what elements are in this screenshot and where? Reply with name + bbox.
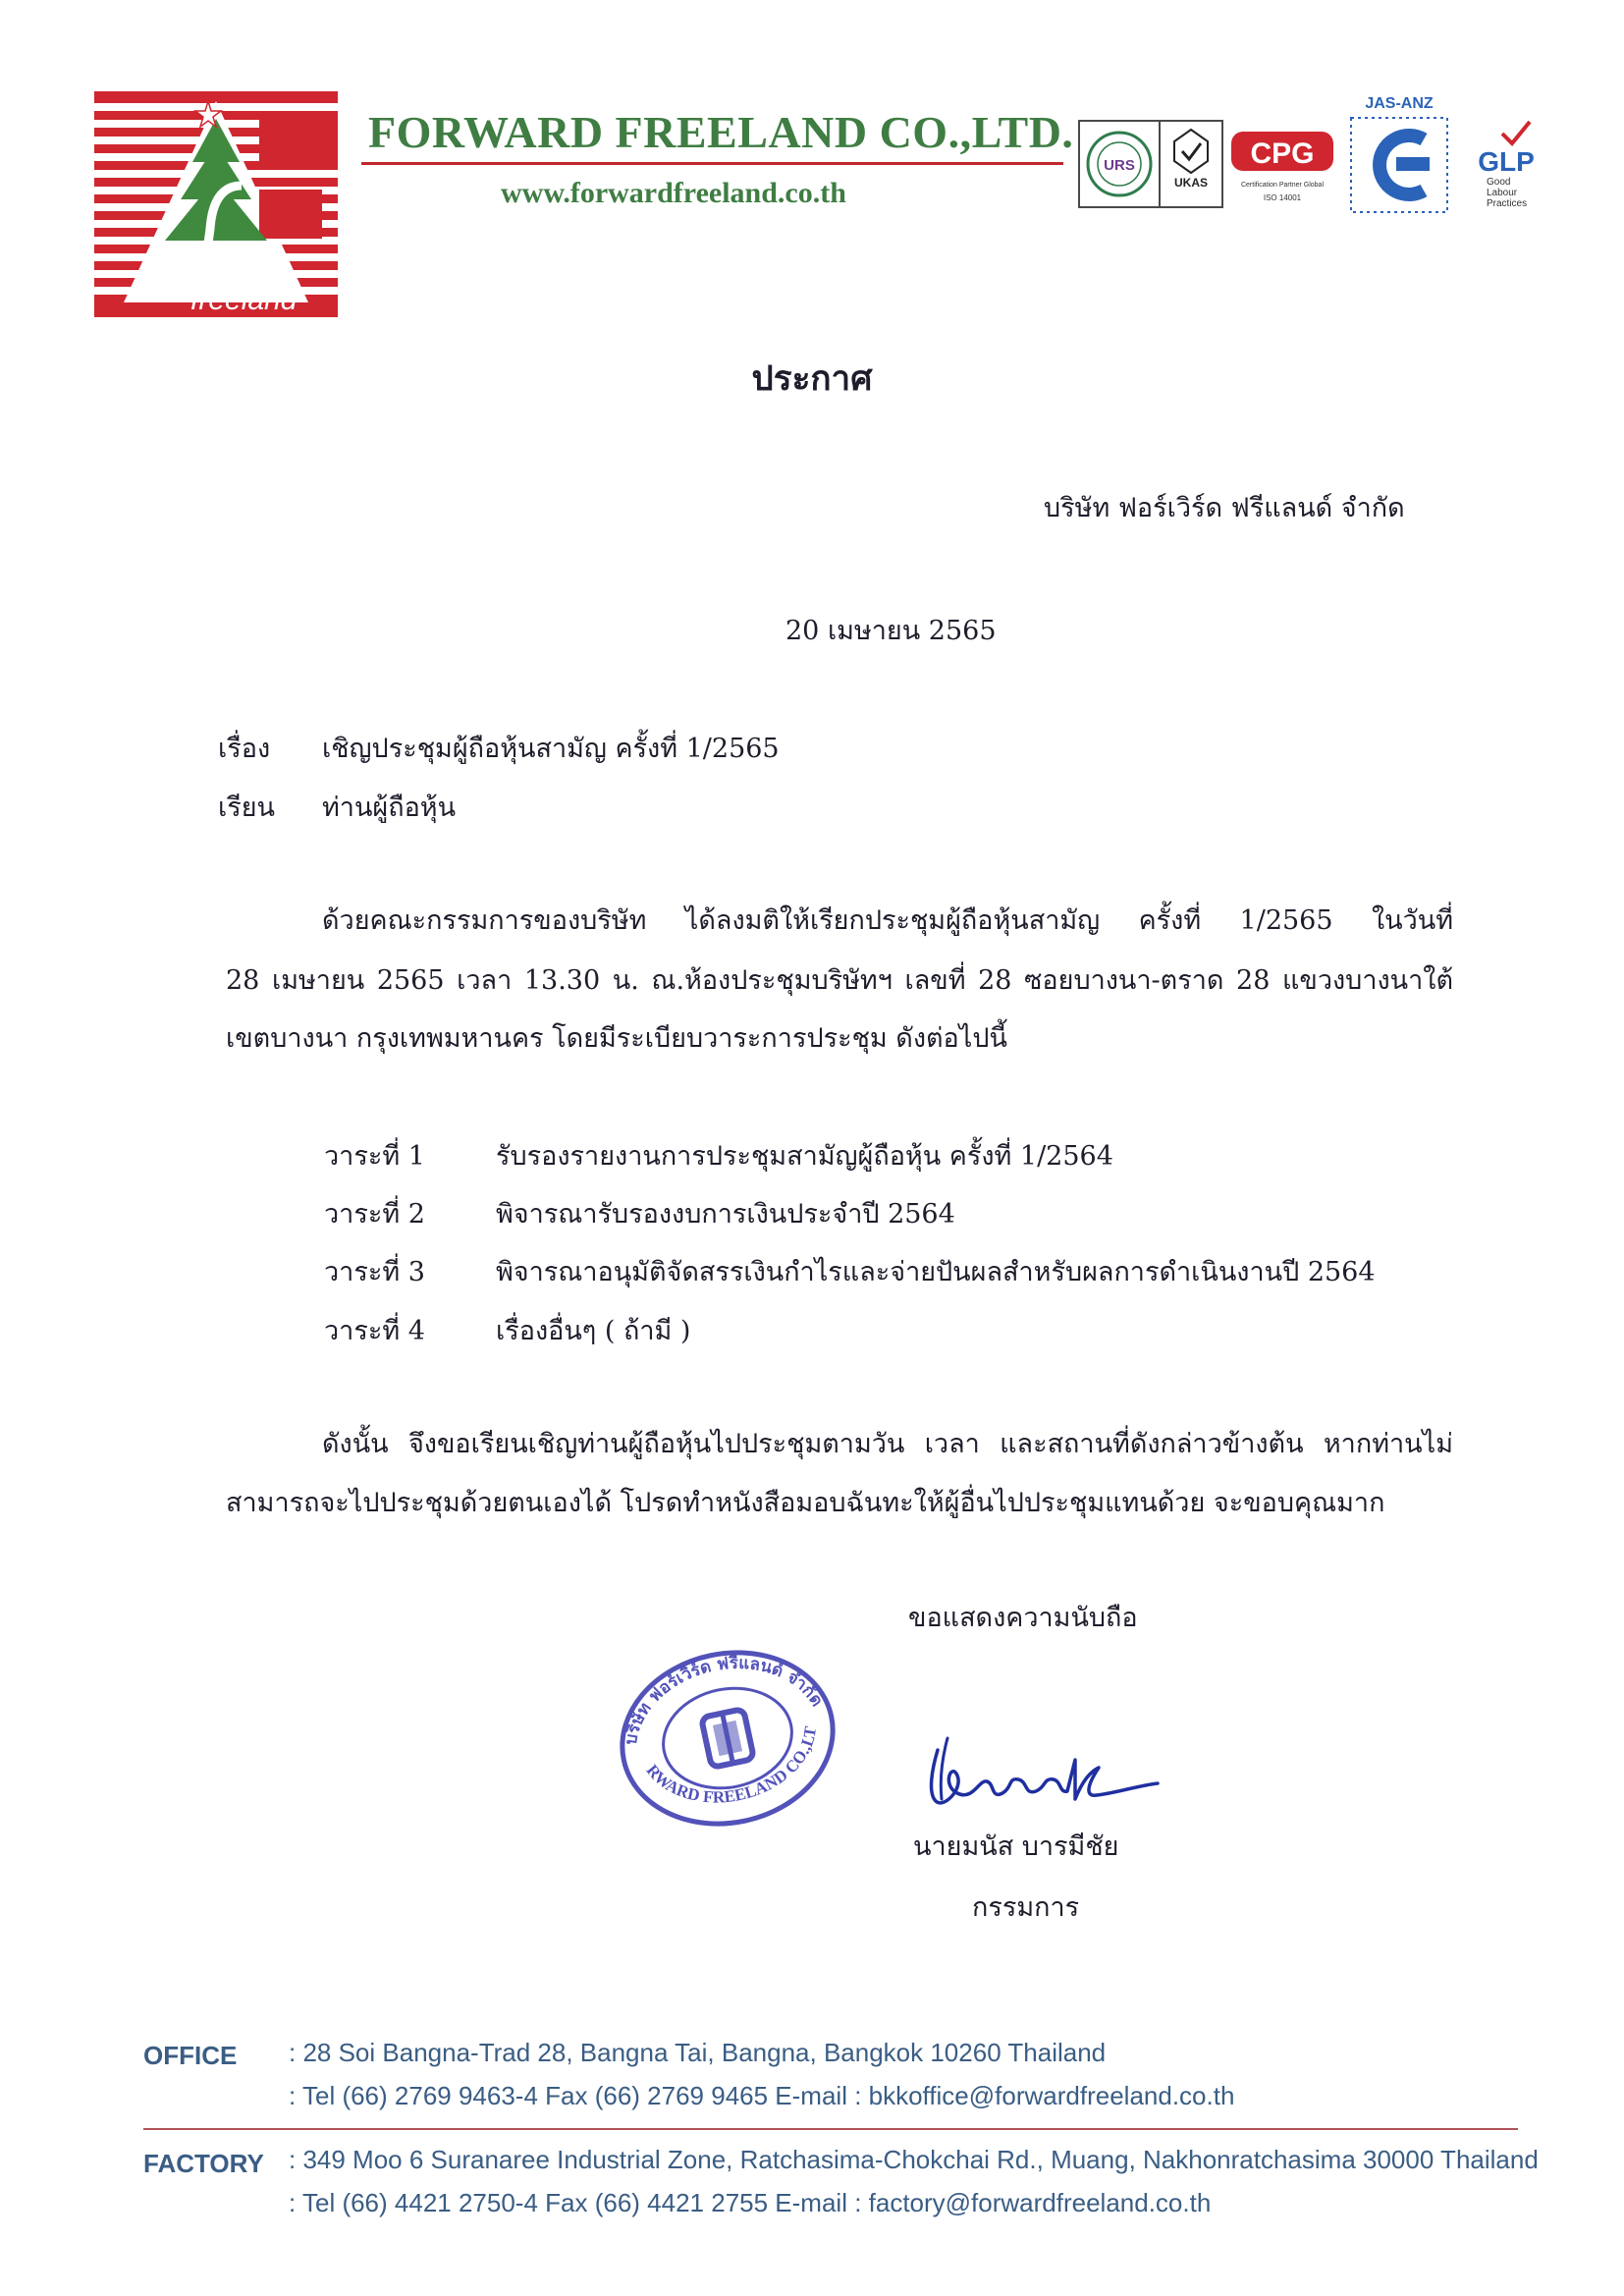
logo-text-freeland: freeland (190, 284, 298, 316)
agenda-item-4-text: เรื่องอื่นๆ ( ถ้ามี ) (496, 1316, 691, 1346)
agenda-item-1-number: วาระที่ 1 (324, 1141, 425, 1172)
company-seal-stamp (611, 1640, 844, 1836)
document-title: ประกาศ (751, 358, 873, 399)
recipient-text: ท่านผู้ถือหุ้น (322, 793, 457, 823)
cpg-text: CPG (1250, 137, 1315, 170)
glp-sub-3: Practices (1487, 198, 1528, 209)
urs-text: URS (1104, 157, 1135, 174)
paragraph-2-line-1: ดังนั้น จึงขอเรียนเชิญท่านผู้ถือหุ้นไปประชุมตามวัน เวลา และสถานที่ดังกล่าวข้างต้น หากท่านไม่ (322, 1429, 1453, 1459)
office-label: OFFICE (143, 2041, 238, 2070)
director-signature (918, 1721, 1164, 1819)
footer-divider (143, 2128, 1518, 2130)
seal-text-bottom: FORWARD FREELAND CO.,LTD. (642, 1724, 821, 1807)
issuer-company: บริษัท ฟอร์เวิร์ด ฟรีแลนด์ จำกัด (1044, 493, 1405, 523)
glp-sub-1: Good (1487, 177, 1511, 188)
subject-text: เชิญประชุมผู้ถือหุ้นสามัญ ครั้งที่ 1/2565 (322, 734, 780, 764)
factory-contact: : Tel (66) 4421 2750-4 Fax (66) 4421 2755 E-mail : factory@forwardfreeland.co.th (289, 2188, 1212, 2217)
header-divider (361, 162, 1063, 165)
subject-label: เรื่อง (218, 734, 271, 764)
agenda-item-2-number: วาระที่ 2 (324, 1199, 425, 1230)
urs-certification-badge (1078, 120, 1161, 208)
document-date: 20 เมษายน 2565 (785, 616, 997, 646)
agenda-item-2-text: พิจารณารับรองงบการเงินประจำปี 2564 (496, 1199, 955, 1230)
office-contact: : Tel (66) 2769 9463-4 Fax (66) 2769 9465 E-mail : bkkoffice@forwardfreeland.co.th (289, 2081, 1235, 2110)
paragraph-1-line-2: 28 เมษายน 2565 เวลา 13.30 น. ณ.ห้องประชุมบริษัทฯ เลขที่ 28 ซอยบางนา-ตราด 28 แขวงบางนาใต้ (226, 965, 1453, 996)
company-website: www.forwardfreeland.co.th (501, 177, 846, 209)
paragraph-1-line-1: ด้วยคณะกรรมการของบริษัท ได้ลงมติให้เรียกประชุมผู้ถือหุ้นสามัญ ครั้งที่ 1/2565 ในวันที่ (322, 905, 1453, 936)
logo-text-forward: forward (185, 250, 284, 283)
agenda-item-3-number: วาระที่ 3 (324, 1257, 425, 1287)
agenda-item-4-number: วาระที่ 4 (324, 1316, 425, 1346)
company-logo (94, 91, 338, 317)
ukas-certification-badge (1159, 120, 1223, 208)
office-address: : 28 Soi Bangna-Trad 28, Bangna Tai, Bangna, Bangkok 10260 Thailand (289, 2038, 1107, 2067)
cpg-iso: ISO 14001 (1263, 193, 1302, 202)
ukas-text: UKAS (1173, 176, 1209, 190)
agenda-item-3-text: พิจารณาอนุมัติจัดสรรเงินกำไรและจ่ายปันผลสำหรับผลการดำเนินงานปี 2564 (496, 1257, 1376, 1287)
factory-label: FACTORY (143, 2149, 264, 2178)
paragraph-2-line-2: สามารถจะไปประชุมด้วยตนเองได้ โปรดทำหนังสือมอบฉันทะให้ผู้อื่นไปประชุมแทนด้วย จะขอบคุณมาก (226, 1488, 1385, 1518)
signer-name: นายมนัส บารมีชัย (913, 1831, 1119, 1862)
glp-text: GLP (1478, 146, 1535, 177)
cpg-subtitle: Certification Partner Global (1240, 182, 1325, 189)
seal-text-top: บริษัท ฟอร์เวิร์ด ฟรีแลนด์ จำกัด (621, 1653, 827, 1747)
recipient-label: เรียน (218, 793, 276, 823)
agenda-item-1-text: รับรองรายงานการประชุมสามัญผู้ถือหุ้น ครั้งที่ 1/2564 (496, 1141, 1113, 1172)
closing-salutation: ขอแสดงความนับถือ (908, 1603, 1138, 1633)
jas-anz-text: JAS-ANZ (1365, 95, 1434, 112)
cpg-certification-badge (1229, 126, 1335, 214)
glp-sub-2: Labour (1487, 188, 1518, 198)
company-name: FORWARD FREELAND CO.,LTD. (368, 107, 1074, 157)
signer-title: กรรมการ (972, 1892, 1080, 1923)
paragraph-1-line-3: เขตบางนา กรุงเทพมหานคร โดยมีระเบียบวาระการประชุม ดังต่อไปนี้ (226, 1023, 1007, 1054)
glp-certification-badge (1461, 120, 1549, 214)
factory-address: : 349 Moo 6 Suranaree Industrial Zone, Ratchasima-Chokchai Rd., Muang, Nakhonratchasima 30000 Thailand (289, 2145, 1539, 2174)
jas-anz-certification-badge (1347, 94, 1451, 216)
